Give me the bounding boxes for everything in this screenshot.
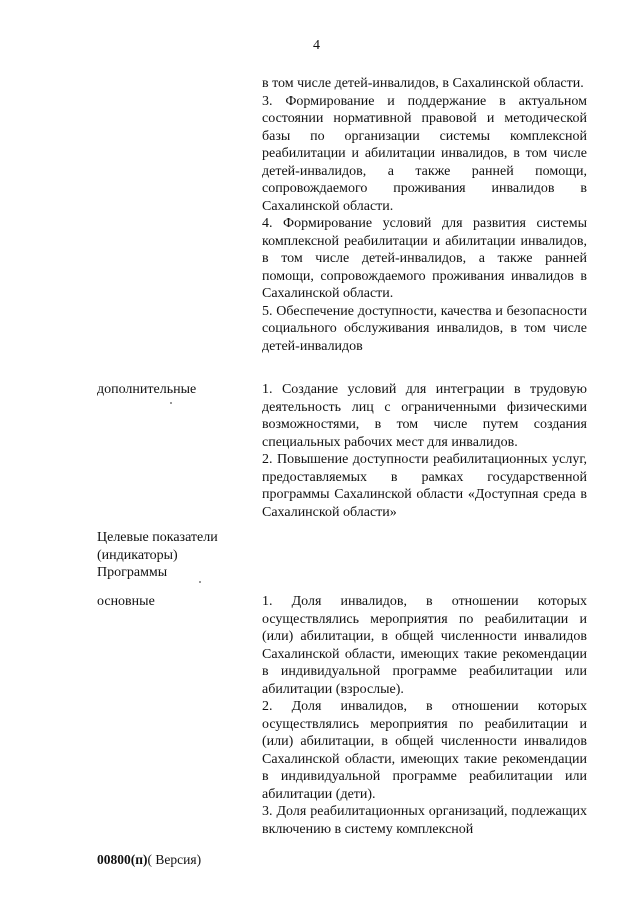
page-number: 4	[313, 38, 320, 53]
targets-heading	[97, 529, 218, 582]
footer-version: ( Версия)	[147, 852, 202, 867]
footer	[97, 852, 201, 868]
goal-item: 3. Формирование и поддержание в актуальном состоянии нормативной правовой и методической базы по организации системы комплексной реабилитации и абилитации инвалидов, в том числе детей-инвалидов, а также ранней помощи, сопровождаемого проживания инвалидов в Сахалинской области.	[262, 93, 587, 214]
indicator-item: 1. Доля инвалидов, в отношении которых осуществлялись мероприятия по реабилитации и (или) абилитации, в общей численности инвалидов Сахалинской области, имеющих такие рекомендации в индивидуальной программе реабилитации или абилитации (взрослые).	[262, 594, 587, 697]
additional-label: дополнительные	[97, 382, 197, 397]
goals-continuation-block	[262, 75, 587, 355]
targets-heading-line: Целевые показатели	[97, 530, 218, 545]
scan-speck	[199, 581, 201, 583]
goal-item: в том числе детей-инвалидов, в Сахалинской области.	[262, 76, 584, 91]
additional-block	[262, 381, 587, 521]
main-indicators-label: основные	[97, 594, 155, 609]
targets-heading-line: Программы	[97, 565, 168, 580]
footer-code: 00800(п)	[97, 852, 148, 867]
goal-item: 5. Обеспечение доступности, качества и безопасности социального обслуживания инвалидов, в том числе детей-инвалидов	[262, 303, 587, 354]
goal-item: 4. Формирование условий для развития системы комплексной реабилитации и абилитации инвалидов, в том числе детей-инвалидов, а также ранней помощи, сопровождаемого проживания инвалидов в Сахалинской области.	[262, 216, 587, 301]
additional-item: 2. Повышение доступности реабилитационных услуг, предоставляемых в рамках государственной программы Сахалинской области «Доступная среда в Сахалинской области»	[262, 452, 587, 520]
scan-speck	[170, 402, 172, 404]
targets-heading-line: (индикаторы)	[97, 547, 178, 563]
indicator-item: 2. Доля инвалидов, в отношении которых осуществлялись мероприятия по реабилитации и (или) абилитации, в общей численности инвалидов Сахалинской области, имеющих такие рекомендации в индивидуальной программе реабилитации или абилитации (дети).	[262, 699, 587, 802]
additional-item: 1. Создание условий для интеграции в трудовую деятельность лиц с ограниченными физическими возможностями, в том числе путем создания специальных рабочих мест для инвалидов.	[262, 382, 587, 450]
main-indicators-block	[262, 593, 587, 838]
indicator-item: 3. Доля реабилитационных организаций, подлежащих включению в систему комплексной	[262, 804, 587, 837]
